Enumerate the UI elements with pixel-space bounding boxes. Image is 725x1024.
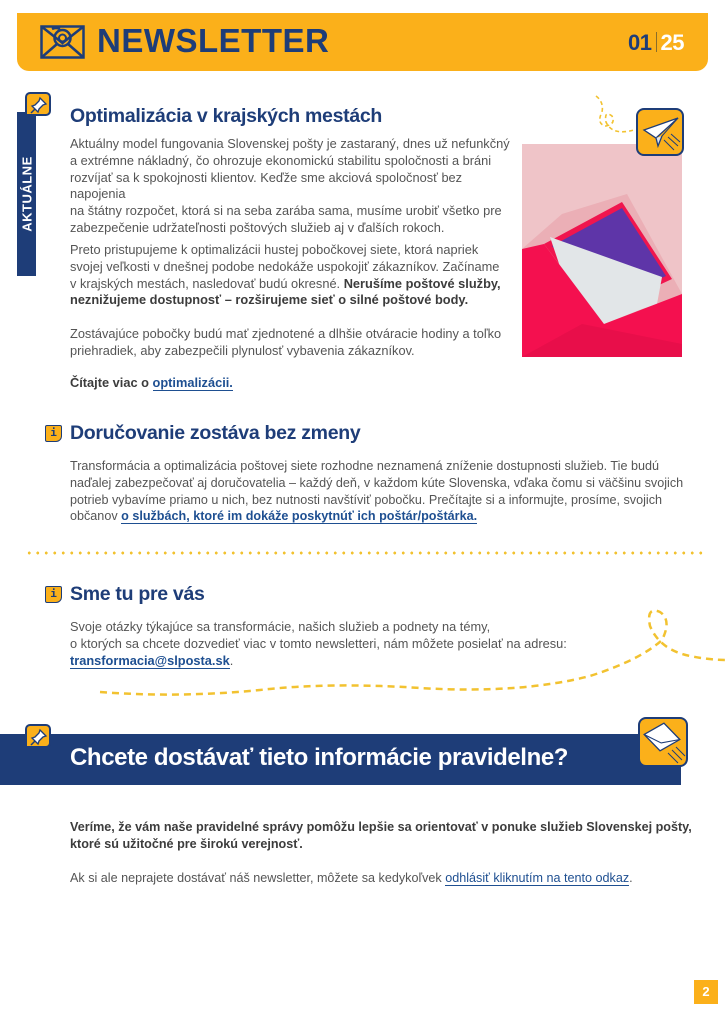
section1-paragraph1 [70,136,520,237]
bold-text: ktoré sú užitočné pre širokú verejnosť. [70,836,303,851]
bold-text: neznižujeme dostupnosť – rozširujeme sieť o silné poštové body. [70,292,469,308]
text-line: rozvíjať sa k spokojnosti klientov. Keďže sme akciová spoločnosť bez napojenia [70,169,463,202]
text-span: Ak si ale neprajete dostávať náš newsletter, môžete sa kedykoľvek [70,871,446,885]
section2-paragraph [70,458,710,525]
bold-text: Nerušíme poštové služby, [343,275,501,291]
page-number: 2 [694,980,718,1004]
text-span: v krajských mestách, nasledovať budú okresné. [70,275,341,291]
text-line [70,836,720,853]
post-horn-envelope-icon [40,25,85,59]
text-line [70,276,520,293]
unsubscribe-line [70,870,720,887]
text-line [70,292,520,309]
paper-plane-icon [636,108,684,156]
text-line: svojej veľkosti v dnešnej podobe nedokáže uspokojiť zákazníkov. Začíname [70,258,500,274]
text-line [70,508,710,525]
text-line: Preto pristupujeme k optimalizácii hustej pobočkovej siete, ktorá napriek [70,242,479,257]
section1-paragraph3 [70,326,520,360]
text-line: Aktuálny model fungovania Slovenskej pošty je zastaraný, dnes už nefunkčný [70,136,510,151]
section3-paragraph [70,619,670,669]
text-line: potrieb vybavíme priamo u nich, bez nutnosti navštíviť pobočku. Prečítajte si a informujte, prosíme, svojich [70,492,663,507]
banner-title: Chcete dostávať tieto informácie pravidelne? [70,744,569,771]
pushpin-icon [25,92,51,116]
issue-number-value: 01 [628,30,652,55]
subscribe-banner [0,734,681,785]
issue-year: 25 [660,30,684,55]
dotted-divider [25,551,705,555]
unsubscribe-link[interactable]: odhlásiť kliknutím na tento odkaz [445,871,630,885]
read-more-label: Čítajte viac o [70,375,153,390]
text-span: občanov [70,509,122,524]
envelope-icon [638,717,688,767]
issue-number [628,30,684,56]
newsletter-title: NEWSLETTER [97,22,330,59]
text-line: o ktorých sa chcete dozvedieť viac v tomto newsletteri, nám môžete posielať na adresu: [70,635,567,651]
text-line [70,653,670,670]
text-line: Zostávajúce pobočky budú mať zjednotené a dlhšie otváracie hodiny a toľko [70,326,502,341]
text-line: Transformácia a optimalizácia poštovej siete rozhodne neznamená zníženie dostupnosti služieb. Tie budú [70,459,659,473]
section1-paragraph2 [70,242,520,309]
postman-services-link[interactable]: o službách, ktoré im dokáže poskytnúť ich poštár/poštárka. [121,509,478,524]
pushpin-icon [25,724,51,748]
text-line: zabezpečenie udržateľnosti poštových služieb aj v ďalších rokoch. [70,219,445,235]
side-tab-label: AKTUÁLNE [19,156,34,232]
email-link[interactable]: transformacia@slposta.sk [70,652,230,668]
section-title-sme-tu: Sme tu pre vás [70,583,205,605]
bold-text: Veríme, že vám naše pravidelné správy pomôžu lepšie sa orientovať v ponuke služieb Slovenskej pošty, [70,820,692,834]
read-more-line [70,375,233,392]
optimalizacia-link[interactable]: optimalizácii. [152,375,233,390]
section-title-optimalizacia: Optimalizácia v krajských mestách [70,105,383,127]
text-span: . [629,871,633,885]
issue-separator [656,32,657,52]
section-title-dorucovanie: Doručovanie zostáva bez zmeny [70,422,361,444]
envelope-photo [522,144,682,357]
text-line: na štátny rozpočet, ktorá si na seba zarába sama, musíme urobiť všetko pre [70,203,502,219]
text-line: priehradiek, aby zabezpečili plynulosť vybavenia zákazníkov. [70,342,415,358]
text-span: . [229,652,234,668]
text-line: a extrémne nákladný, čo ohrozuje ekonomickú stabilitu spoločnosti a bráni [70,152,492,168]
newsletter-header [17,13,708,71]
section-side-tab [17,112,36,276]
section4-intro [70,819,720,853]
text-line [70,819,720,836]
text-line: Svoje otázky týkajúce sa transformácie, našich služieb a podnety na témy, [70,619,491,634]
info-icon: i [45,586,62,603]
info-icon: i [45,425,62,442]
text-line: naďalej zabezpečovať aj doručovatelia – každý deň, v každom kúte Slovenska, vďaka čomu si väčšinu svojich [70,475,684,490]
